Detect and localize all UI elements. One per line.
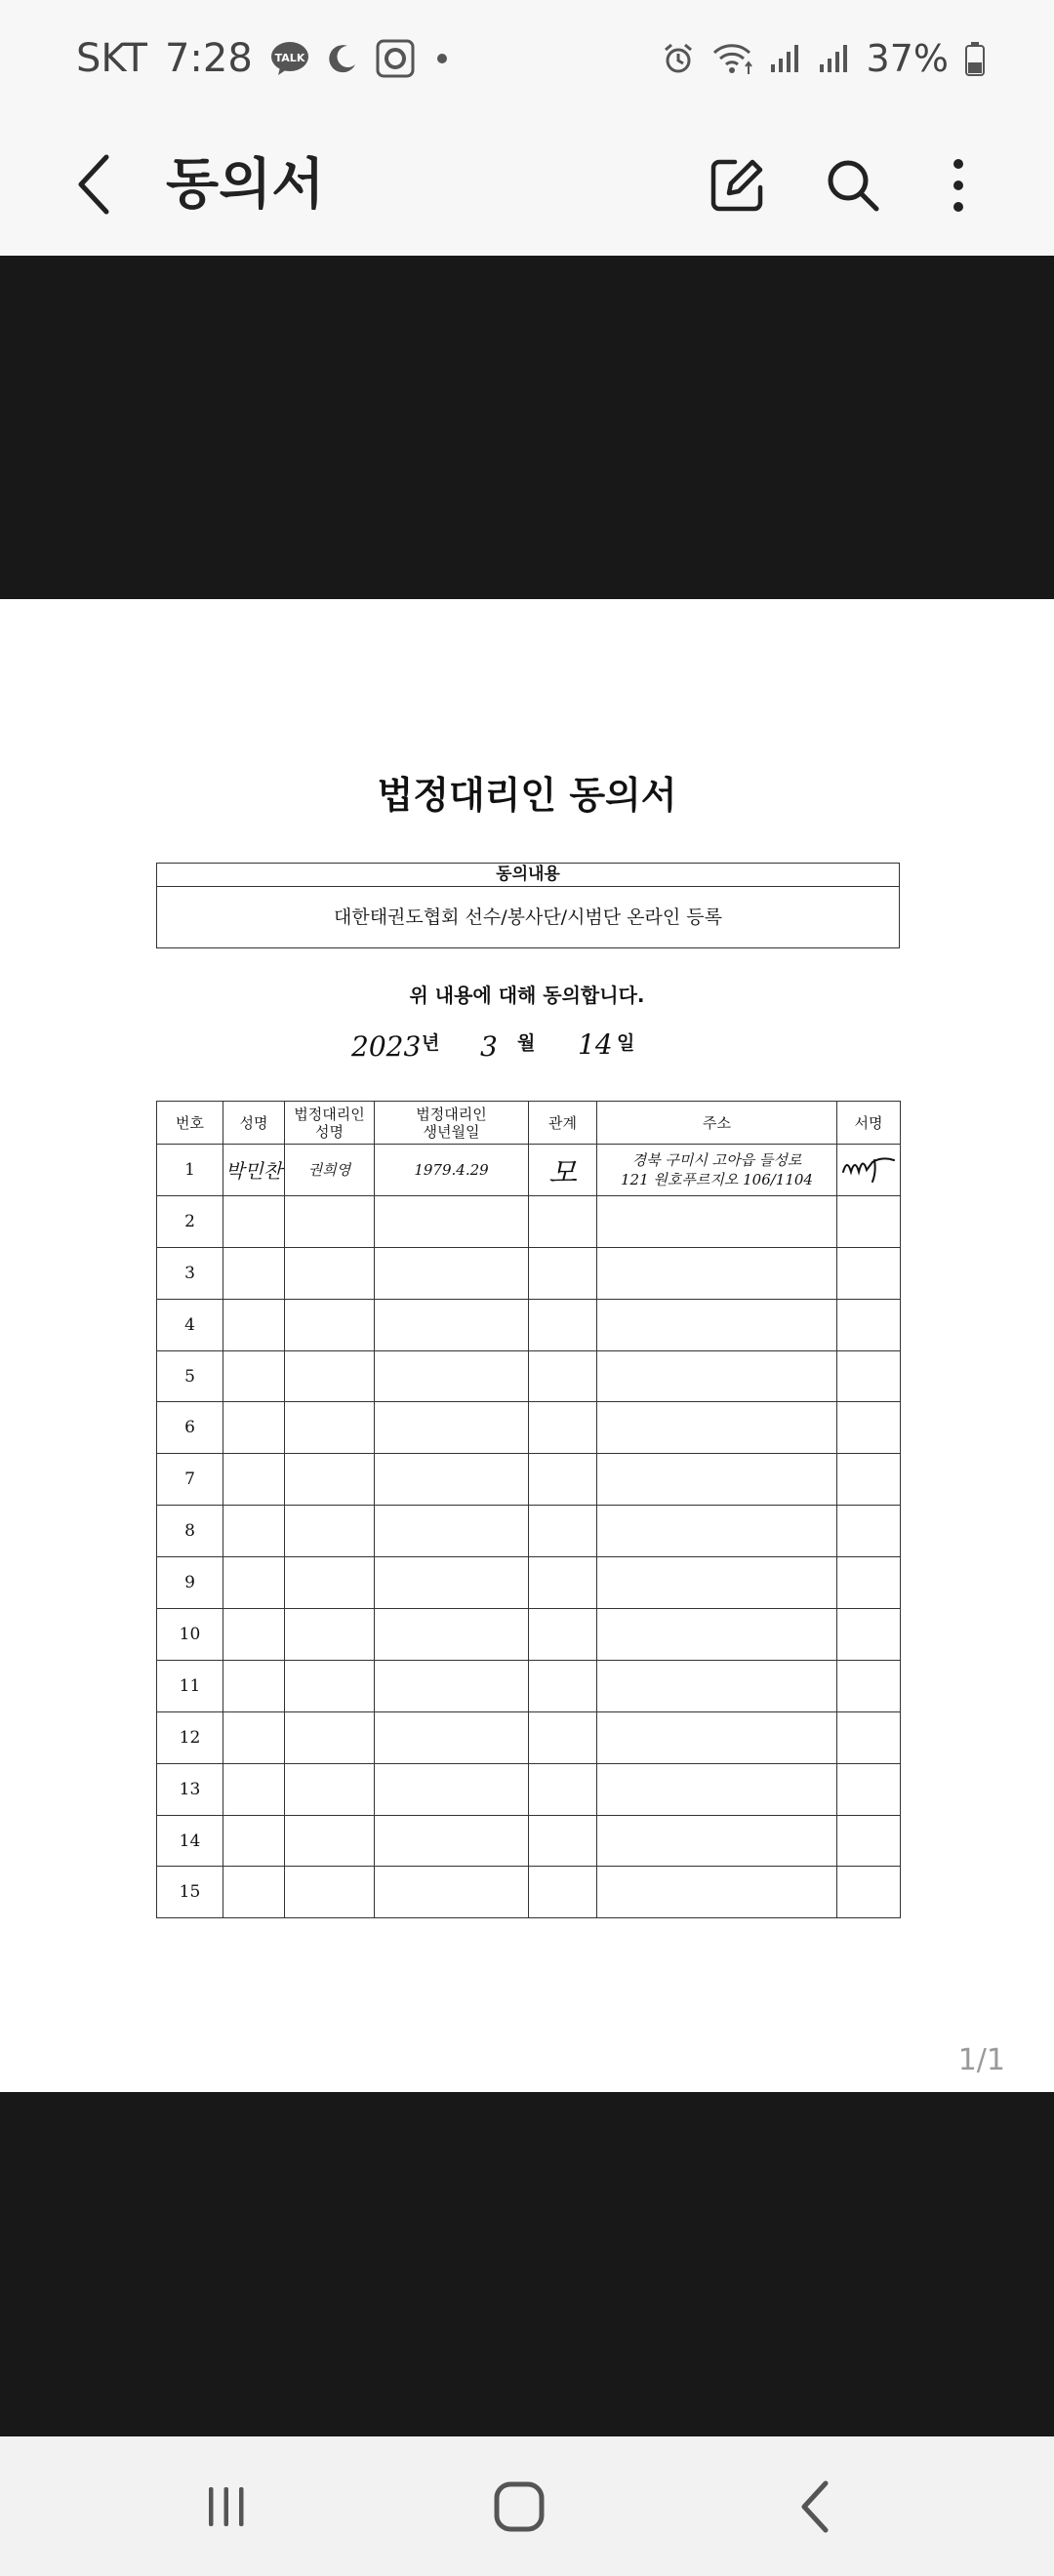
signer-name — [223, 1609, 285, 1661]
col-header-guardian-name — [285, 1102, 375, 1145]
signature-cell — [837, 1247, 901, 1299]
address — [597, 1454, 837, 1506]
signature-cell — [837, 1195, 901, 1247]
consent-box — [156, 863, 900, 948]
relation — [529, 1867, 597, 1918]
viewer-background-top — [0, 256, 1054, 599]
signer-name — [223, 1711, 285, 1763]
page-indicator: 1/1 — [957, 2043, 1005, 2077]
guardian-name — [285, 1711, 375, 1763]
signer-name — [223, 1247, 285, 1299]
row-number: 14 — [157, 1815, 223, 1867]
row-number: 15 — [157, 1867, 223, 1918]
address-line-1: 경북 구미시 고아읍 들성로 — [631, 1150, 802, 1169]
signer-name: 박민찬 — [223, 1145, 285, 1196]
row-number: 9 — [157, 1557, 223, 1609]
table-row — [157, 1454, 901, 1506]
address — [597, 1247, 837, 1299]
talk-badge-text: TALK — [274, 52, 305, 64]
address — [597, 1815, 837, 1867]
guardian-birth: 1979.4.29 — [375, 1145, 529, 1196]
back-icon — [75, 153, 114, 216]
guardian-birth — [375, 1711, 529, 1763]
signature-cell — [837, 1145, 901, 1196]
guardian-birth — [375, 1815, 529, 1867]
signature-cell — [837, 1711, 901, 1763]
col-header-name: 성명 — [223, 1102, 285, 1145]
relation — [529, 1299, 597, 1350]
address — [597, 1506, 837, 1557]
signer-name — [223, 1763, 285, 1815]
header-text: 법정대리인 — [294, 1105, 365, 1123]
guardian-name — [285, 1660, 375, 1711]
address — [597, 1195, 837, 1247]
address — [597, 1711, 837, 1763]
col-header-signature: 서명 — [837, 1102, 901, 1145]
more-options-button[interactable] — [912, 139, 1005, 232]
guardian-name — [285, 1247, 375, 1299]
row-number: 8 — [157, 1506, 223, 1557]
status-bar — [0, 0, 1054, 117]
signature-cell — [837, 1867, 901, 1918]
row-number: 10 — [157, 1609, 223, 1661]
guardian-birth — [375, 1557, 529, 1609]
viewer-background-bottom — [0, 2092, 1054, 2436]
guardian-name — [285, 1454, 375, 1506]
guardian-name — [285, 1815, 375, 1867]
address — [597, 1145, 837, 1196]
guardian-birth — [375, 1506, 529, 1557]
address — [597, 1867, 837, 1918]
consent-text: 대한태권도협회 선수/봉사단/시범단 온라인 등록 — [333, 906, 722, 928]
col-header-address: 주소 — [597, 1102, 837, 1145]
relation — [529, 1350, 597, 1402]
guardian-birth — [375, 1195, 529, 1247]
table-row — [157, 1815, 901, 1867]
address — [597, 1557, 837, 1609]
guardian-birth — [375, 1609, 529, 1661]
guardian-name — [285, 1609, 375, 1661]
signature-cell — [837, 1402, 901, 1454]
navigation-bar — [0, 2436, 1054, 2576]
address-line-2: 121 원호푸르지오 106/1104 — [621, 1170, 813, 1188]
app-bar — [0, 117, 1054, 256]
signer-name — [223, 1557, 285, 1609]
search-icon — [824, 156, 882, 215]
guardian-name — [285, 1195, 375, 1247]
table-row — [157, 1247, 901, 1299]
table-row — [157, 1299, 901, 1350]
talk-icon — [270, 41, 309, 76]
table-header-row — [157, 1102, 901, 1145]
page-title: 동의서 — [166, 153, 325, 217]
signature-cell — [837, 1350, 901, 1402]
signer-name — [223, 1867, 285, 1918]
relation — [529, 1815, 597, 1867]
guardian-birth — [375, 1299, 529, 1350]
clock: 7:28 — [164, 36, 253, 81]
guardian-name — [285, 1557, 375, 1609]
guardian-birth — [375, 1350, 529, 1402]
table-row — [157, 1145, 901, 1196]
table-row — [157, 1609, 901, 1661]
alarm-icon — [662, 42, 695, 75]
more-vert-icon — [949, 156, 968, 215]
signature-cell — [837, 1454, 901, 1506]
table-row — [157, 1763, 901, 1815]
address — [597, 1402, 837, 1454]
guardian-birth — [375, 1247, 529, 1299]
nav-back-button[interactable] — [767, 2458, 865, 2556]
back-icon — [796, 2479, 835, 2534]
table-row — [157, 1350, 901, 1402]
date-month: 3 — [480, 1030, 498, 1063]
table-row — [157, 1557, 901, 1609]
record-icon — [376, 39, 415, 78]
signature-cell — [837, 1506, 901, 1557]
table-row — [157, 1402, 901, 1454]
relation — [529, 1506, 597, 1557]
back-button[interactable] — [61, 141, 129, 228]
document-page[interactable] — [0, 599, 1054, 2092]
document-title: 법정대리인 동의서 — [377, 774, 677, 817]
battery-icon — [964, 41, 986, 76]
table-row — [157, 1195, 901, 1247]
guardian-birth — [375, 1867, 529, 1918]
table-row — [157, 1506, 901, 1557]
signature-cell — [837, 1660, 901, 1711]
relation — [529, 1711, 597, 1763]
row-number: 4 — [157, 1299, 223, 1350]
signature-cell — [837, 1763, 901, 1815]
edit-button[interactable] — [690, 139, 784, 232]
table-row — [157, 1867, 901, 1918]
status-left — [76, 29, 452, 88]
guardian-name — [285, 1350, 375, 1402]
signature-cell — [837, 1299, 901, 1350]
signal-icon — [818, 43, 851, 74]
handwritten-signature — [839, 1150, 898, 1186]
header-text: 성명 — [315, 1122, 344, 1141]
dot-icon — [432, 49, 452, 68]
guardian-birth — [375, 1454, 529, 1506]
guardian-name — [285, 1506, 375, 1557]
signer-name — [223, 1299, 285, 1350]
row-number: 13 — [157, 1763, 223, 1815]
date-day-unit: 일 — [617, 1032, 635, 1054]
row-number: 11 — [157, 1660, 223, 1711]
home-button[interactable] — [470, 2458, 568, 2556]
signer-name — [223, 1660, 285, 1711]
guardian-birth — [375, 1763, 529, 1815]
relation — [529, 1247, 597, 1299]
address — [597, 1660, 837, 1711]
row-number: 3 — [157, 1247, 223, 1299]
guardian-name — [285, 1299, 375, 1350]
home-icon — [492, 2479, 547, 2534]
agree-statement: 위 내용에 대해 동의합니다. — [409, 984, 645, 1007]
date-day: 14 — [578, 1028, 613, 1061]
row-number: 7 — [157, 1454, 223, 1506]
address — [597, 1609, 837, 1661]
col-header-no: 번호 — [157, 1102, 223, 1145]
carrier-label: SKT — [76, 36, 147, 81]
guardian-name — [285, 1867, 375, 1918]
row-number: 6 — [157, 1402, 223, 1454]
col-header-relation: 관계 — [529, 1102, 597, 1145]
relation — [529, 1454, 597, 1506]
relation — [529, 1763, 597, 1815]
row-number: 12 — [157, 1711, 223, 1763]
signer-name — [223, 1454, 285, 1506]
signer-name — [223, 1506, 285, 1557]
guardian-name: 권희영 — [285, 1145, 375, 1196]
relation — [529, 1402, 597, 1454]
consent-header: 동의내용 — [157, 864, 899, 887]
relation — [529, 1609, 597, 1661]
recents-icon — [203, 2483, 250, 2530]
signature-cell — [837, 1557, 901, 1609]
signature-cell — [837, 1815, 901, 1867]
table-row — [157, 1711, 901, 1763]
status-right — [662, 29, 986, 88]
search-button[interactable] — [806, 139, 900, 232]
col-header-guardian-birth — [375, 1102, 529, 1145]
header-text: 생년월일 — [423, 1122, 480, 1141]
table-row — [157, 1660, 901, 1711]
relation: 모 — [529, 1145, 597, 1196]
address — [597, 1299, 837, 1350]
date-year-unit: 년 — [422, 1032, 440, 1054]
relation — [529, 1557, 597, 1609]
address — [597, 1350, 837, 1402]
address — [597, 1763, 837, 1815]
header-text: 법정대리인 — [416, 1105, 487, 1123]
wifi-icon — [710, 41, 753, 76]
row-number: 5 — [157, 1350, 223, 1402]
relation — [529, 1195, 597, 1247]
row-number: 2 — [157, 1195, 223, 1247]
guardian-birth — [375, 1660, 529, 1711]
signer-name — [223, 1195, 285, 1247]
signers-table — [156, 1101, 901, 1918]
date-month-unit: 월 — [517, 1032, 536, 1054]
guardian-name — [285, 1402, 375, 1454]
row-number: 1 — [157, 1145, 223, 1196]
signer-name — [223, 1402, 285, 1454]
date-year: 2023 — [351, 1030, 422, 1063]
signer-name — [223, 1815, 285, 1867]
guardian-birth — [375, 1402, 529, 1454]
relation — [529, 1660, 597, 1711]
battery-percent: 37% — [866, 37, 949, 80]
edit-icon — [708, 156, 766, 215]
moon-icon — [327, 43, 358, 74]
signature-cell — [837, 1609, 901, 1661]
signal-icon — [769, 43, 802, 74]
signer-name — [223, 1350, 285, 1402]
recents-button[interactable] — [178, 2458, 275, 2556]
guardian-name — [285, 1763, 375, 1815]
